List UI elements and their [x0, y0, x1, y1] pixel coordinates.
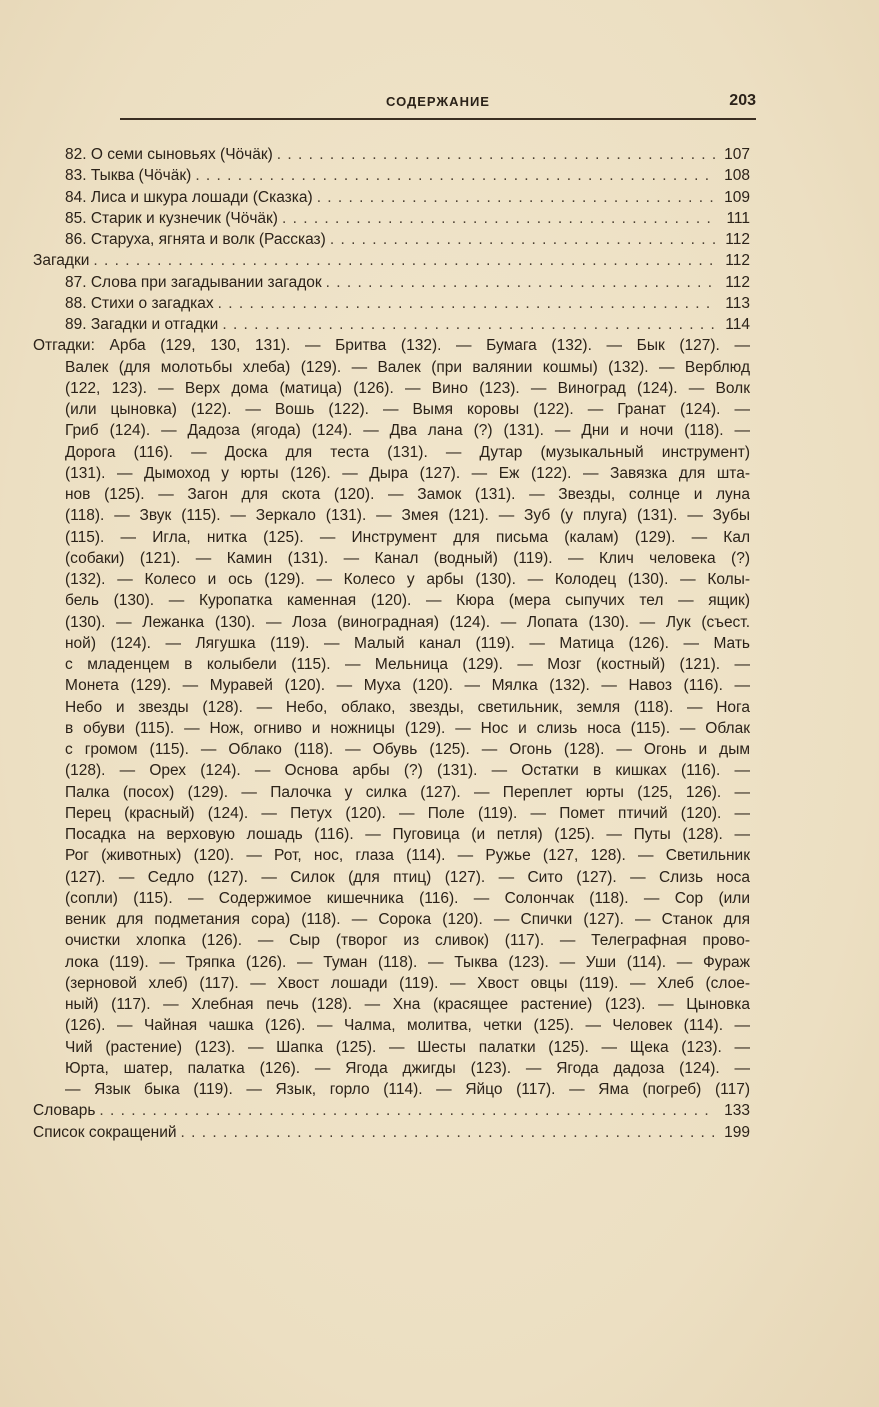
running-head-title: СОДЕРЖАНИЕ — [386, 94, 490, 109]
answers-line: Перец (красный) (124). — Петух (120). — Поле (119). — Помет птичий (120). — — [65, 804, 750, 822]
dot-leader — [282, 208, 716, 229]
answers-line: Чий (растение) (123). — Шапка (125). — Шесты палатки (125). — Щека (123). — — [65, 1038, 750, 1056]
dot-leader — [326, 272, 716, 293]
answers-line: очистки хлопка (126). — Сыр (творог из сливок) (117). — Телеграфная прово- — [65, 932, 750, 950]
toc-entry — [33, 293, 750, 314]
toc-entry — [33, 1122, 750, 1143]
dot-leader — [222, 314, 716, 335]
toc-entry-label: 86. Старуха, ягнята и волк (Рассказ) — [65, 231, 326, 248]
table-of-contents — [33, 144, 750, 1143]
toc-entry-page: 112 — [725, 252, 750, 270]
answers-line: (131). — Дымоход у юрты (126). — Дыра (127). — Еж (122). — Завязка для шта- — [65, 464, 750, 482]
answers-line: с громом (115). — Облако (118). — Обувь (125). — Огонь (128). — Огонь и дым — [65, 741, 750, 758]
toc-entry — [33, 272, 750, 293]
toc-entry-label: 89. Загадки и отгадки — [65, 316, 219, 333]
toc-entry — [33, 165, 750, 186]
toc-entry-page: 111 — [726, 209, 750, 227]
answers-line: Гриб (124). — Дадоза (ягода) (124). — Два лана (?) (131). — Дни и ночи (118). — — [65, 422, 750, 440]
toc-entry — [33, 187, 750, 208]
answers-line: (122, 123). — Верх дома (матица) (126). — Вино (123). — Виноград (124). — Волк — [65, 379, 750, 397]
answers-line: (127). — Седло (127). — Силок (для птиц) (127). — Сито (127). — Слизь носа — [65, 868, 750, 886]
toc-entry-page: 133 — [724, 1102, 750, 1120]
toc-entry-page: 113 — [725, 294, 750, 312]
dot-leader — [218, 293, 716, 314]
toc-entry-page: 112 — [725, 231, 750, 248]
answers-line: веник для подметания сора) (118). — Сорока (120). — Спички (127). — Станок для — [65, 911, 750, 928]
answers-paragraph — [33, 335, 750, 1100]
dot-leader — [317, 187, 716, 208]
toc-entry-label: Словарь — [33, 1102, 96, 1120]
answers-line: лока (119). — Тряпка (126). — Туман (118). — Тыква (123). — Уши (114). — Фураж — [65, 953, 750, 971]
answers-line: ный) (117). — Хлебная печь (128). — Хна (красящее растение) (123). — Цыновка — [65, 996, 750, 1013]
toc-top-entries — [33, 144, 750, 335]
toc-entry-page: 112 — [725, 273, 750, 291]
toc-entry-page: 199 — [724, 1123, 750, 1141]
answers-line: (сопли) (115). — Содержимое кишечника (116). — Солончак (118). — Сор (или — [65, 889, 750, 907]
answers-line: Рог (животных) (120). — Рот, нос, глаза (114). — Ружье (127, 128). — Светильник — [65, 847, 750, 865]
answers-line: Валек (для молотьбы хлеба) (129). — Валек (при валянии кошмы) (132). — Верблюд — [65, 358, 750, 376]
answers-line: с младенцем в колыбели (115). — Мельница (129). — Мозг (костный) (121). — — [65, 656, 750, 673]
toc-entry-page: 114 — [725, 316, 750, 333]
answers-line: бель (130). — Куропатка каменная (120). — Кюра (мера сыпучих тел — ящик) — [65, 592, 750, 610]
answers-line: Палка (посох) (129). — Палочка у силка (127). — Переплет юрты (125, 126). — — [65, 783, 750, 801]
toc-entry-label: 88. Стихи о загадках — [65, 294, 214, 312]
answers-line: (128). — Орех (124). — Основа арбы (?) (131). — Остатки в кишках (116). — — [65, 762, 750, 780]
answers-line: (115). — Игла, нитка (125). — Инструмент для письма (калам) (129). — Кал — [65, 528, 750, 546]
answers-line: (зерновой хлеб) (117). — Хвост лошади (119). — Хвост овцы (119). — Хлеб (слое- — [65, 974, 750, 992]
toc-entry — [33, 1100, 750, 1121]
dot-leader — [277, 144, 716, 165]
toc-entry — [33, 208, 750, 229]
dot-leader — [99, 1100, 716, 1121]
toc-entry-page: 107 — [724, 146, 750, 163]
answers-line: (132). — Колесо и ось (129). — Колесо у арбы (130). — Колодец (130). — Колы- — [65, 571, 750, 588]
answers-line: (126). — Чайная чашка (126). — Чалма, молитва, четки (125). — Человек (114). — — [65, 1017, 750, 1035]
toc-entry-label: Загадки — [33, 252, 90, 270]
answers-line: Дорога (116). — Доска для теста (131). — Дутар (музыкальный инструмент) — [65, 443, 750, 461]
toc-entry — [33, 144, 750, 165]
answers-line: Небо и звезды (128). — Небо, облако, звезды, светильник, земля (118). — Нога — [65, 698, 750, 716]
page-number: 203 — [729, 92, 756, 109]
toc-entry — [33, 250, 750, 271]
answers-line: Юрта, шатер, палатка (126). — Ягода джигды (123). — Ягода дадоза (124). — — [65, 1059, 750, 1077]
answers-line: (собаки) (121). — Камин (131). — Канал (водный) (119). — Клич человека (?) — [65, 549, 750, 567]
answers-line: Посадка на верховую лошадь (116). — Пуговица (и петля) (125). — Путы (128). — — [65, 826, 750, 843]
answers-line: в обуви (115). — Нож, огниво и ножницы (129). — Нос и слизь носа (115). — Облак — [65, 719, 750, 737]
toc-entry-page: 109 — [724, 188, 750, 206]
dot-leader — [195, 165, 716, 186]
toc-bottom-entries — [33, 1100, 750, 1143]
answers-line: Монета (129). — Муравей (120). — Муха (120). — Мялка (132). — Навоз (116). — — [65, 677, 750, 695]
running-head — [120, 94, 756, 114]
dot-leader — [93, 250, 716, 271]
dot-leader — [330, 229, 716, 250]
answers-line: (130). — Лежанка (130). — Лоза (виноградная) (124). — Лопата (130). — Лук (съест. — [65, 613, 750, 631]
toc-entry-label: 84. Лиса и шкура лошади (Сказка) — [65, 188, 313, 206]
toc-entry-label: 82. О семи сыновьях (Чӧчӓк) — [65, 146, 273, 163]
dot-leader — [181, 1122, 716, 1143]
toc-entry — [33, 229, 750, 250]
answers-line: (118). — Звук (115). — Зеркало (131). — Змея (121). — Зуб (у плуга) (131). — Зубы — [65, 507, 750, 525]
toc-entry-page: 108 — [724, 167, 750, 185]
toc-entry-label: 87. Слова при загадывании загадок — [65, 273, 322, 291]
toc-entry — [33, 314, 750, 335]
toc-entry-label: 83. Тыква (Чӧчӓк) — [65, 167, 192, 185]
header-rule — [120, 118, 756, 120]
answers-line: (или цыновка) (122). — Вошь (122). — Вымя коровы (122). — Гранат (124). — — [65, 401, 750, 418]
answers-line: — Язык быка (119). — Язык, горло (114). — Яйцо (117). — Яма (погреб) (117) — [65, 1081, 750, 1098]
answers-line: ной) (124). — Лягушка (119). — Малый канал (119). — Матица (126). — Мать — [65, 634, 750, 652]
toc-entry-label: Список сокращений — [33, 1123, 177, 1141]
toc-entry-label: 85. Старик и кузнечик (Чӧчӓк) — [65, 209, 278, 227]
answers-line: Отгадки: Арба (129, 130, 131). — Бритва (132). — Бумага (132). — Бык (127). — — [33, 337, 750, 355]
answers-line: нов (125). — Загон для скота (120). — Замок (131). — Звезды, солнце и луна — [65, 486, 750, 503]
